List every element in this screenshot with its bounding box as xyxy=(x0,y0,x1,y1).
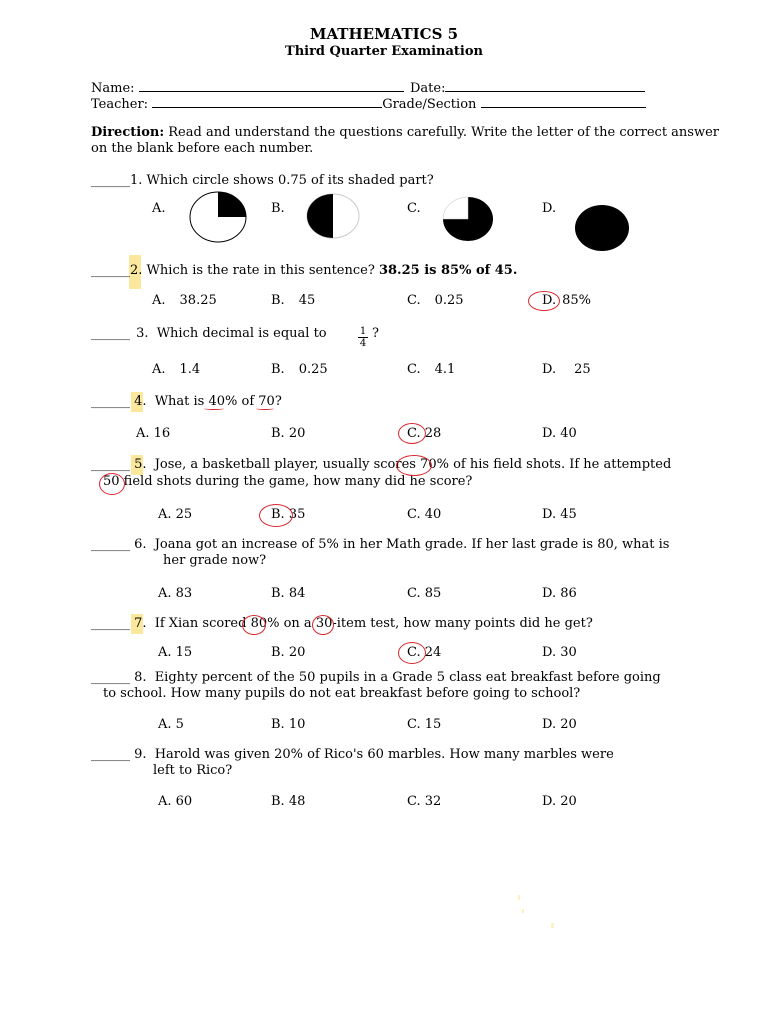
direction-line-1 xyxy=(91,125,719,140)
choice-c: C. 24 xyxy=(407,645,442,660)
grade-section-label: Grade/Section xyxy=(382,97,477,112)
choice-letter: C. xyxy=(407,293,421,308)
question-text-line-1: Harold was given 20% of Rico's 60 marbles. How many marbles were xyxy=(154,747,614,762)
question-2 xyxy=(91,263,517,278)
choice-a: A. 5 xyxy=(158,717,184,732)
fraction-denominator: 4 xyxy=(359,338,367,349)
question-suffix: ? xyxy=(372,326,379,341)
question-number: 5. xyxy=(134,457,147,472)
choice-b: B. 48 xyxy=(271,794,306,809)
question-number: 8. xyxy=(134,670,147,685)
choice-a: A. 25 xyxy=(158,507,193,522)
question-1 xyxy=(91,173,434,188)
choice-b: B. 20 xyxy=(271,426,306,441)
circle-quarter-shaded xyxy=(186,188,250,246)
choice-letter: A. xyxy=(152,362,166,377)
question-7 xyxy=(91,616,593,631)
choice-value: 0.25 xyxy=(298,362,328,377)
question-number: 4. xyxy=(134,394,147,409)
question-number: 9. xyxy=(134,747,147,762)
choice-value: 25 xyxy=(574,362,591,377)
circle-fully-shaded xyxy=(572,202,632,254)
choice-b xyxy=(271,293,315,308)
choice-a xyxy=(152,293,217,308)
answer-blank[interactable]: ______ xyxy=(91,457,130,472)
exam-title: MATHEMATICS 5 xyxy=(309,25,459,43)
exam-subtitle: Third Quarter Examination xyxy=(285,44,483,59)
question-9 xyxy=(91,747,614,762)
choice-a: A. 83 xyxy=(158,586,193,601)
question-3 xyxy=(91,326,327,341)
question-emphasis: 38.25 is 85% of 45. xyxy=(378,263,518,278)
question-text-line-1: Joana got an increase of 5% in her Math grade. If her last grade is 80, what is xyxy=(154,537,670,552)
question-text-line-1: Jose, a basketball player, usually scores 70% of his field shots. If he attempted xyxy=(154,457,672,472)
fraction xyxy=(358,326,368,349)
choice-c: C. xyxy=(407,201,421,216)
choice-value: 38.25 xyxy=(179,293,217,308)
answer-blank[interactable]: ______ xyxy=(91,394,130,409)
name-field[interactable] xyxy=(139,80,404,92)
choice-d: D. 40 xyxy=(542,426,577,441)
choice-a: A. xyxy=(152,201,166,216)
choice-letter: A. xyxy=(152,293,166,308)
choice-value: 4.1 xyxy=(434,362,456,377)
answer-blank[interactable]: ______ xyxy=(91,616,130,631)
question-number: 1. xyxy=(130,173,143,188)
choice-b: B. xyxy=(271,201,285,216)
pen-underline xyxy=(256,407,274,410)
choice-d: D. 20 xyxy=(542,794,577,809)
question-8 xyxy=(91,670,661,685)
answer-blank[interactable]: ______ xyxy=(91,747,130,762)
choice-c: C. 15 xyxy=(407,717,442,732)
name-row xyxy=(91,80,404,96)
choice-d: D. 30 xyxy=(542,645,577,660)
question-text-line-2: 50 field shots during the game, how many did he score? xyxy=(103,474,473,489)
answer-blank[interactable]: ______ xyxy=(91,326,130,341)
question-number: 3. xyxy=(136,326,149,341)
teacher-row xyxy=(91,96,646,112)
question-text-line-1: Eighty percent of the 50 pupils in a Grade 5 class eat breakfast before going xyxy=(154,670,661,685)
choice-d: D. 45 xyxy=(542,507,577,522)
pen-circle-mark xyxy=(398,423,426,444)
choice-letter: C. xyxy=(407,362,421,377)
choice-b: B. 10 xyxy=(271,717,306,732)
choice-b: B. 35 xyxy=(271,507,306,522)
pen-circle-mark xyxy=(259,504,293,527)
choice-a xyxy=(152,362,200,377)
choice-c: C. 40 xyxy=(407,507,442,522)
choice-c: C. 85 xyxy=(407,586,442,601)
answer-blank[interactable]: ______ xyxy=(91,173,130,188)
choice-letter: B. xyxy=(271,362,285,377)
pen-circle-mark xyxy=(398,642,426,664)
fraction-numerator: 1 xyxy=(359,326,367,337)
pen-circle-mark xyxy=(396,455,432,476)
choice-value: 0.25 xyxy=(434,293,464,308)
question-text: What is 40% of 70? xyxy=(154,394,282,409)
choice-c: C. 28 xyxy=(407,426,442,441)
circle-half-shaded xyxy=(304,192,364,242)
choice-value: 85% xyxy=(562,293,591,308)
choice-c: C. 32 xyxy=(407,794,442,809)
name-label: Name: xyxy=(91,81,135,96)
circle-three-quarter-shaded xyxy=(440,194,496,244)
choice-d: D. 86 xyxy=(542,586,577,601)
answer-blank[interactable]: ______ xyxy=(91,537,130,552)
grade-section-field[interactable] xyxy=(481,96,646,108)
pen-circle-mark xyxy=(242,615,266,635)
answer-blank[interactable]: ______ xyxy=(91,670,130,685)
question-number: 7. xyxy=(134,616,147,631)
choice-value: 45 xyxy=(298,293,316,308)
highlight-speck xyxy=(518,895,520,900)
direction-label: Direction: xyxy=(91,125,165,140)
choice-d: D. xyxy=(542,201,557,216)
direction-line-2: on the blank before each number. xyxy=(91,141,314,156)
choice-letter: B. xyxy=(271,293,285,308)
question-text-line-2: her grade now? xyxy=(163,553,267,568)
pen-circle-mark xyxy=(312,615,334,635)
choice-b: B. 84 xyxy=(271,586,306,601)
choice-b: B. 20 xyxy=(271,645,306,660)
choice-a: A. 60 xyxy=(158,794,193,809)
date-row xyxy=(410,80,645,96)
question-4 xyxy=(91,394,282,409)
question-text: If Xian scored 80% on a 30-item test, how many points did he get? xyxy=(154,616,593,631)
teacher-field[interactable] xyxy=(152,96,382,108)
question-number: 2. xyxy=(130,263,143,278)
teacher-label: Teacher: xyxy=(91,97,149,112)
choice-a: A. 16 xyxy=(136,426,171,441)
question-text: Which is the rate in this sentence? xyxy=(146,263,375,278)
choice-c xyxy=(407,293,464,308)
choice-letter: D. xyxy=(542,293,557,308)
pen-circle-mark xyxy=(528,291,560,311)
question-5 xyxy=(91,457,671,472)
highlight-speck xyxy=(551,923,554,928)
choice-letter: D. xyxy=(542,362,557,377)
choice-c xyxy=(407,362,455,377)
question-text-line-2: to school. How many pupils do not eat breakfast before going to school? xyxy=(103,686,581,701)
question-text: Which circle shows 0.75 of its shaded part? xyxy=(146,173,434,188)
pen-circle-mark xyxy=(99,473,125,495)
answer-blank[interactable]: ______ xyxy=(91,263,130,278)
question-text-line-2: left to Rico? xyxy=(153,763,233,778)
highlight-speck xyxy=(522,909,524,913)
choice-d: D. 20 xyxy=(542,717,577,732)
pen-underline xyxy=(204,407,224,410)
choice-d xyxy=(542,362,591,377)
question-6 xyxy=(91,537,669,552)
date-label: Date: xyxy=(410,81,446,96)
choice-value: 1.4 xyxy=(179,362,201,377)
date-field[interactable] xyxy=(445,80,645,92)
question-text: Which decimal is equal to xyxy=(156,326,327,341)
question-number: 6. xyxy=(134,537,147,552)
choice-a: A. 15 xyxy=(158,645,193,660)
direction-text: Read and understand the questions carefully. Write the letter of the correct answer xyxy=(168,125,720,140)
choice-b xyxy=(271,362,328,377)
